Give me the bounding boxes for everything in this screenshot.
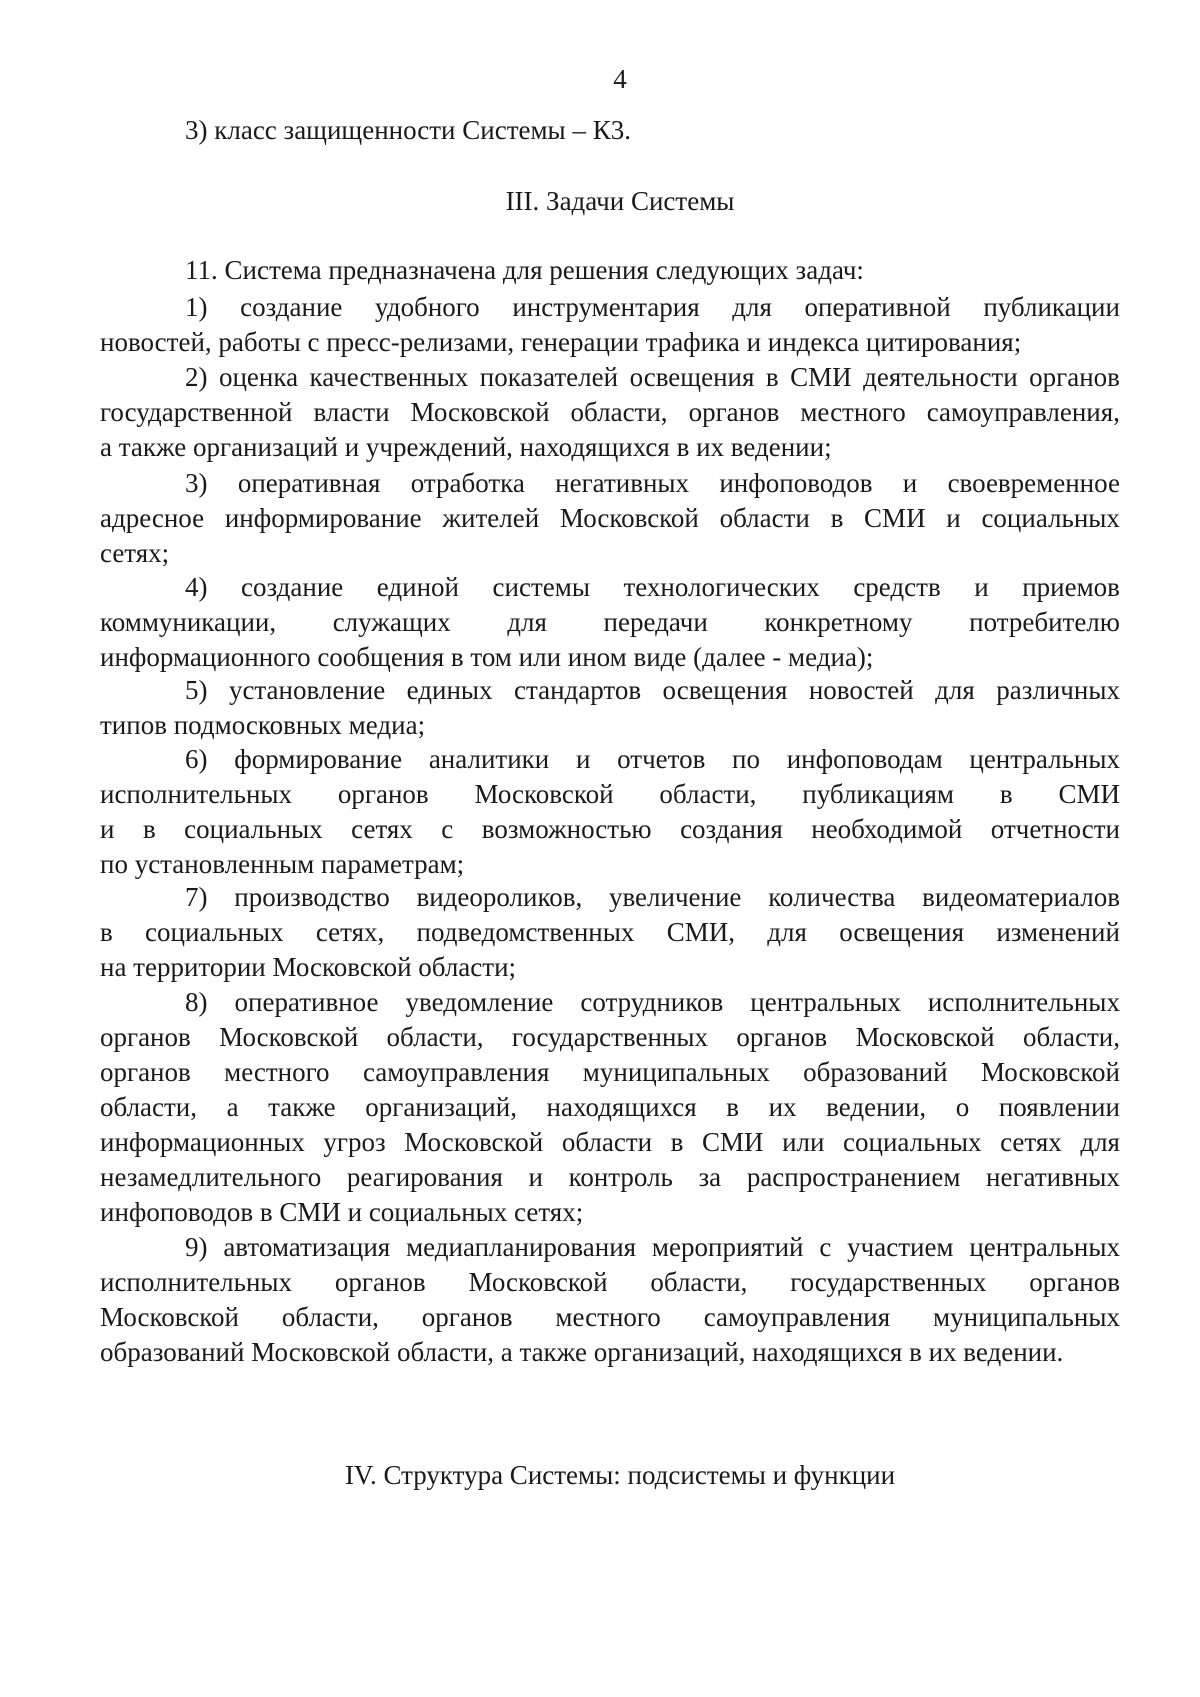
task-item-9-line-3: Московской области, органов местного самоуправления муниципальных: [100, 1302, 1120, 1332]
task-item-4-line-1: 4) создание единой системы технологических средств и приемов: [185, 572, 1120, 602]
task-item-9-line-1: 9) автоматизация медиапланирования мероприятий с участием центральных: [185, 1232, 1120, 1262]
task-item-1-line-2: новостей, работы с пресс-релизами, генерации трафика и индекса цитирования;: [100, 327, 1022, 357]
task-item-4-line-2: коммуникации, служащих для передачи конкретному потребителю: [100, 607, 1120, 637]
task-item-6-line-3: и в социальных сетях с возможностью создания необходимой отчетности: [100, 814, 1120, 844]
task-item-2-line-2: государственной власти Московской области, органов местного самоуправления,: [100, 397, 1120, 427]
task-item-9-line-4: образований Московской области, а также организаций, находящихся в их ведении.: [100, 1337, 1064, 1367]
task-item-4-line-3: информационного сообщения в том или ином виде (далее - медиа);: [100, 642, 874, 672]
task-item-8-line-3: органов местного самоуправления муниципальных образований Московской: [100, 1057, 1120, 1087]
task-item-3-line-1: 3) оперативная отработка негативных инфоповодов и своевременное: [185, 468, 1120, 498]
task-item-8-line-6: незамедлительного реагирования и контроль за распространением негативных: [100, 1162, 1120, 1192]
section-3-heading: III. Задачи Системы: [505, 186, 735, 216]
task-item-1-line-1: 1) создание удобного инструментария для оперативной публикации: [185, 292, 1120, 322]
task-item-9-line-2: исполнительных органов Московской области, государственных органов: [100, 1267, 1120, 1297]
task-item-8-line-1: 8) оперативное уведомление сотрудников центральных исполнительных: [185, 987, 1120, 1017]
task-item-5-line-1: 5) установление единых стандартов освещения новостей для различных: [185, 675, 1120, 705]
intro-item-security-class: 3) класс защищенности Системы – К3.: [185, 115, 631, 145]
task-item-3-line-2: адресное информирование жителей Московской области в СМИ и социальных: [100, 503, 1120, 533]
task-item-5-line-2: типов подмосковных медиа;: [100, 710, 426, 740]
page-number: 4: [613, 64, 627, 94]
task-item-6-line-2: исполнительных органов Московской области, публикациям в СМИ: [100, 779, 1120, 809]
task-item-7-line-3: на территории Московской области;: [100, 952, 517, 982]
task-item-6-line-1: 6) формирование аналитики и отчетов по инфоповодам центральных: [185, 744, 1120, 774]
section-4-heading: IV. Структура Системы: подсистемы и функции: [344, 1460, 896, 1490]
task-item-2-line-1: 2) оценка качественных показателей освещения в СМИ деятельности органов: [185, 362, 1120, 392]
task-item-6-line-4: по установленным параметрам;: [100, 849, 465, 879]
task-item-8-line-5: информационных угроз Московской области в СМИ или социальных сетях для: [100, 1127, 1120, 1157]
task-item-7-line-2: в социальных сетях, подведомственных СМИ, для освещения изменений: [100, 917, 1120, 947]
task-item-8-line-7: инфоповодов в СМИ и социальных сетях;: [100, 1197, 584, 1227]
task-item-8-line-2: органов Московской области, государственных органов Московской области,: [100, 1022, 1120, 1052]
task-item-8-line-4: области, а также организаций, находящихся в их ведении, о появлении: [100, 1092, 1120, 1122]
paragraph-11-lead: 11. Система предназначена для решения следующих задач:: [185, 255, 864, 285]
task-item-2-line-3: а также организаций и учреждений, находящихся в их ведении;: [100, 432, 832, 462]
task-item-3-line-3: сетях;: [100, 538, 170, 568]
task-item-7-line-1: 7) производство видеороликов, увеличение количества видеоматериалов: [185, 882, 1120, 912]
